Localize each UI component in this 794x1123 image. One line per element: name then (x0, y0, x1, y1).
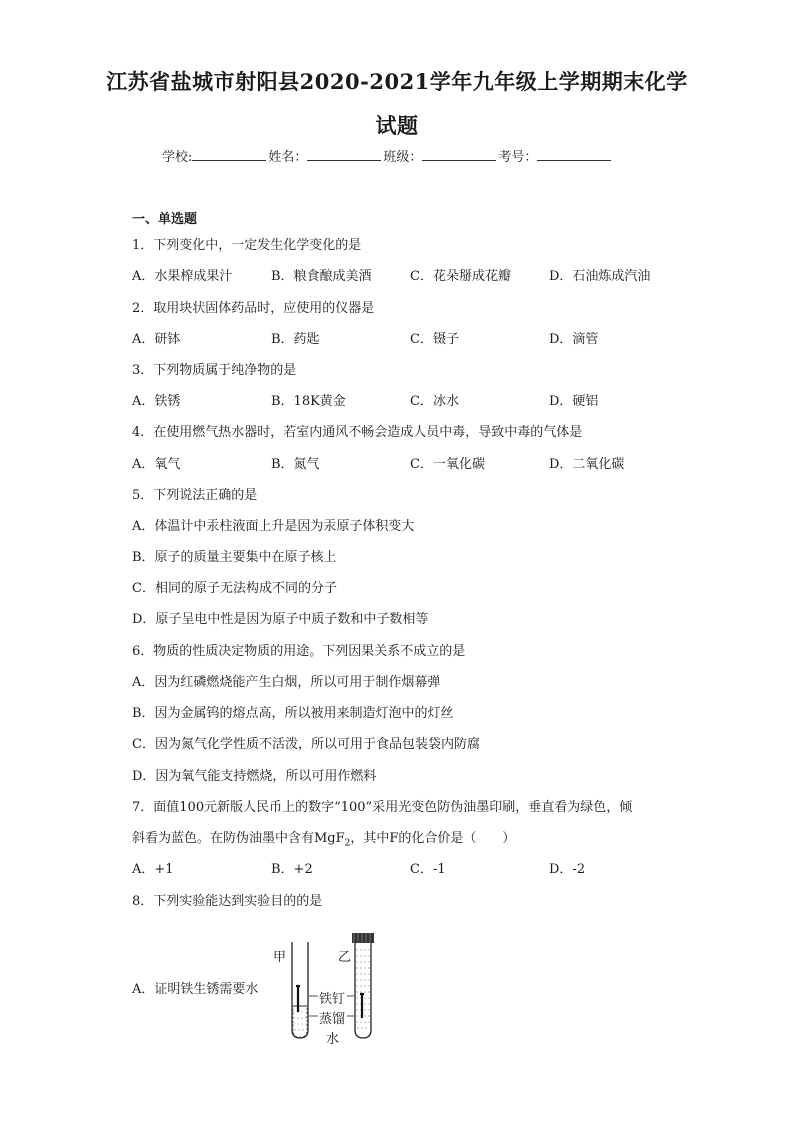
nail-yi (360, 994, 364, 1018)
question-7-stem-line1: 7．面值100元新版人民币上的数字“100”采用光变色防伪油墨印刷，垂直看为绿色，倾 (132, 800, 633, 815)
q7-option-a: A．+1 (132, 862, 174, 877)
q1-option-a: A．水果榨成果汁 (132, 269, 233, 284)
school-label: 学校: (162, 150, 193, 165)
q5-option-d: D．原子呈电中性是因为原子中质子数和中子数相等 (132, 612, 429, 627)
tube-yi-outline (355, 943, 371, 1038)
q2-option-a: A．研钵 (132, 332, 181, 347)
class-blank[interactable] (422, 148, 496, 161)
nail-jia (296, 986, 300, 1012)
question-2-stem: 2．取用块状固体药品时，应使用的仪器是 (132, 301, 375, 316)
tube-jia-water (293, 1006, 307, 1037)
number-blank[interactable] (537, 148, 611, 161)
q4-option-c: C．一氧化碳 (410, 457, 485, 472)
q7-stem-part1: 斜看为蓝色。在防伪油墨中含有MgF (132, 831, 345, 846)
q5-option-c: C．相同的原子无法构成不同的分子 (132, 581, 337, 596)
question-1-stem: 1．下列变化中，一定发生化学变化的是 (132, 238, 362, 253)
q4-option-d: D．二氧化碳 (549, 457, 625, 472)
q6-option-c: C．因为氮气化学性质不活泼，所以可用于食品包装袋内防腐 (132, 737, 480, 752)
question-3-stem: 3．下列物质属于纯净物的是 (132, 363, 297, 378)
q4-option-a: A．氧气 (132, 457, 181, 472)
question-7-stem-line2 (132, 827, 515, 849)
exam-title-line2: 试题 (375, 113, 419, 138)
q2-option-b: B．药匙 (271, 332, 320, 347)
number-label: 考号： (498, 150, 538, 165)
q2-option-c: C．镊子 (410, 332, 459, 347)
question-6-stem: 6．物质的性质决定物质的用途。下列因果关系不成立的是 (132, 644, 466, 659)
section-heading: 一、单选题 (132, 212, 198, 227)
stopper-yi (352, 933, 374, 943)
question-5-stem: 5．下列说法正确的是 (132, 488, 258, 503)
q6-option-a: A．因为红磷燃烧能产生白烟，所以可用于制作烟幕弹 (132, 675, 441, 690)
q8-option-a: A．证明铁生锈需要水 (132, 982, 259, 997)
q3-option-b: B．18K黄金 (271, 394, 346, 409)
q6-option-d: D．因为氧气能支持燃烧，所以可用作燃料 (132, 769, 377, 784)
label-jia: 甲 (273, 950, 287, 965)
exam-title-line1: 江苏省盐城市射阳县2020-2021学年九年级上学期期末化学 (106, 69, 688, 94)
q1-option-b: B．粮食酿成美酒 (271, 269, 372, 284)
name-blank[interactable] (307, 148, 381, 161)
test-tube-figure (268, 930, 398, 1049)
q3-option-a: A．铁锈 (132, 394, 181, 409)
question-8-stem: 8．下列实验能达到实验目的的是 (132, 894, 323, 909)
label-distilled-water-2: 水 (326, 1032, 340, 1047)
q7-option-c: C．-1 (410, 862, 446, 877)
label-yi: 乙 (338, 950, 352, 965)
name-label: 姓名： (268, 150, 308, 165)
label-nail: 铁钉 (319, 992, 346, 1007)
q5-option-a: A．体温计中汞柱液面上升是因为汞原子体积变大 (132, 519, 415, 534)
q7-option-b: B．+2 (271, 862, 313, 877)
tube-jia-outline (292, 942, 308, 1038)
q1-option-c: C．花朵掰成花瓣 (410, 269, 511, 284)
q4-option-b: B．氮气 (271, 457, 320, 472)
question-4-stem: 4．在使用燃气热水器时，若室内通风不畅会造成人员中毒，导致中毒的气体是 (132, 425, 583, 440)
q7-stem-subscript: 2 (344, 838, 351, 849)
q1-option-d: D．石油炼成汽油 (549, 269, 651, 284)
label-distilled-water-1: 蒸馏 (319, 1012, 346, 1027)
q7-stem-part2: ，其中F的化合价是（ ） (350, 831, 516, 846)
q2-option-d: D．滴管 (549, 332, 599, 347)
q6-option-b: B．因为金属钨的熔点高，所以被用来制造灯泡中的灯丝 (132, 706, 454, 721)
school-blank[interactable] (192, 148, 266, 161)
q3-option-c: C．冰水 (410, 394, 459, 409)
q5-option-b: B．原子的质量主要集中在原子核上 (132, 550, 337, 565)
class-label: 班级： (383, 150, 423, 165)
q7-option-d: D．-2 (549, 862, 586, 877)
q3-option-d: D．硬铝 (549, 394, 599, 409)
student-info-row (162, 146, 613, 165)
